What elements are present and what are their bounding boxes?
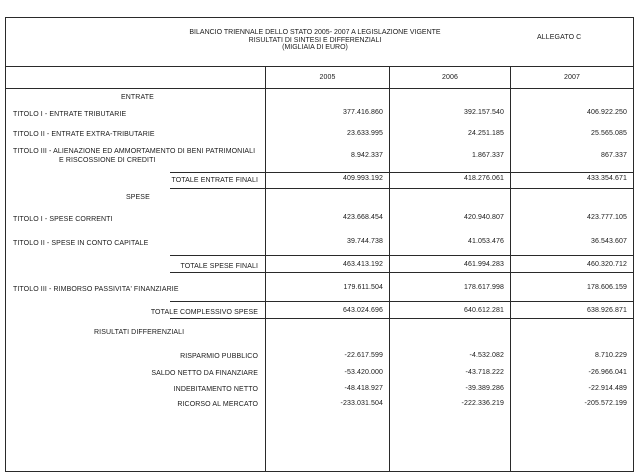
- value-2007: 36.543.607: [590, 238, 627, 245]
- value-2006: 392.157.540: [463, 109, 504, 116]
- value-2005: 179.611.504: [343, 284, 383, 291]
- table-border-bottom: [5, 471, 634, 472]
- value-2006: 24.251.185: [467, 130, 504, 137]
- separator-totale-complessivo-bottom: [170, 318, 634, 319]
- column-header-2005: 2005: [319, 74, 336, 81]
- row-label: TITOLO II - SPESE IN CONTO CAPITALE: [13, 240, 149, 247]
- value-2005: 8.942.337: [350, 152, 383, 159]
- col-divider-label: [265, 66, 266, 472]
- value-2007: -205.572.199: [584, 400, 627, 407]
- separator-totale-entrate: [170, 172, 634, 173]
- value-2007: 433.354.671: [586, 175, 627, 182]
- row-label: RISPARMIO PUBBLICO: [180, 353, 258, 360]
- section-spese: SPESE: [126, 194, 150, 201]
- separator-totale-spese: [170, 255, 634, 256]
- separator-totale-complessivo: [170, 301, 634, 302]
- value-2006: -43.718.222: [465, 369, 504, 376]
- title-line-3: (MIGLIAIA DI EURO): [282, 44, 348, 51]
- section-risultati: RISULTATI DIFFERENZIALI: [94, 329, 185, 336]
- year-row-separator: [5, 88, 634, 89]
- value-2006: 640.612.281: [463, 307, 504, 314]
- value-2005: -53.420.000: [344, 369, 383, 376]
- col-divider-2005: [389, 66, 390, 472]
- value-2007: 406.922.250: [586, 109, 627, 116]
- row-label: TITOLO III - RIMBORSO PASSIVITA' FINANZIARIE: [13, 286, 179, 293]
- value-2005: -22.617.599: [344, 352, 383, 359]
- row-label: TITOLO I - ENTRATE TRIBUTARIE: [13, 111, 127, 118]
- value-2007: -26.966.041: [588, 369, 627, 376]
- table-border-top: [5, 17, 634, 18]
- value-2007: 638.926.871: [586, 307, 627, 314]
- value-2006: -222.336.219: [461, 400, 504, 407]
- value-2007: 867.337: [600, 152, 627, 159]
- row-label: SALDO NETTO DA FINANZIARE: [151, 370, 258, 377]
- table-border-left: [5, 17, 6, 472]
- value-2005: 39.744.738: [346, 238, 383, 245]
- row-label: TITOLO III - ALIENAZIONE ED AMMORTAMENTO DI BENI PATRIMONIALI: [13, 148, 256, 155]
- separator-totale-entrate-bottom: [170, 188, 634, 189]
- value-2005: -233.031.504: [340, 400, 383, 407]
- value-2007: -22.914.489: [588, 385, 627, 392]
- column-header-2007: 2007: [564, 74, 580, 81]
- value-2006: 418.276.061: [463, 175, 504, 182]
- row-label: TOTALE ENTRATE FINALI: [171, 177, 258, 184]
- value-2006: 41.053.476: [467, 238, 504, 245]
- value-2005: 643.024.696: [342, 307, 383, 314]
- value-2005: 463.413.192: [342, 261, 383, 268]
- value-2005: 377.416.860: [342, 109, 383, 116]
- allegato-label: ALLEGATO C: [537, 34, 582, 41]
- col-divider-2006: [510, 66, 511, 472]
- value-2005: 423.668.454: [342, 214, 383, 221]
- column-header-2006: 2006: [442, 74, 458, 81]
- section-entrate: ENTRATE: [121, 94, 154, 101]
- row-label: TITOLO I - SPESE CORRENTI: [13, 216, 113, 223]
- value-2006: -39.389.286: [465, 385, 504, 392]
- value-2007: 25.565.085: [590, 130, 627, 137]
- value-2007: 460.320.712: [586, 261, 627, 268]
- value-2005: 23.633.995: [346, 130, 383, 137]
- row-label: TOTALE SPESE FINALI: [180, 263, 258, 270]
- row-label-continued: E RISCOSSIONE DI CREDITI: [59, 157, 156, 164]
- value-2007: 423.777.105: [586, 214, 627, 221]
- value-2005: -48.418.927: [344, 385, 383, 392]
- value-2007: 178.606.159: [586, 284, 627, 291]
- value-2006: 461.994.283: [463, 261, 504, 268]
- value-2007: 8.710.229: [594, 352, 627, 359]
- separator-totale-spese-bottom: [170, 272, 634, 273]
- row-label: TOTALE COMPLESSIVO SPESE: [150, 309, 258, 316]
- title-line-1: BILANCIO TRIENNALE DELLO STATO 2005- 2007 A LEGISLAZIONE VIGENTE: [189, 29, 441, 36]
- document-title: [165, 29, 465, 52]
- value-2006: 178.617.998: [463, 284, 504, 291]
- header-separator: [5, 66, 634, 67]
- value-2006: 1.867.337: [471, 152, 504, 159]
- title-line-2: RISULTATI DI SINTESI E DIFFERENZIALI: [248, 36, 382, 44]
- value-2006: 420.940.807: [463, 214, 504, 221]
- table-border-right: [633, 17, 634, 472]
- row-label: INDEBITAMENTO NETTO: [173, 386, 258, 393]
- value-2006: -4.532.082: [469, 352, 504, 359]
- row-label: TITOLO II - ENTRATE EXTRA-TRIBUTARIE: [13, 131, 155, 138]
- row-label: RICORSO AL MERCATO: [177, 401, 258, 408]
- value-2005: 409.993.192: [342, 175, 383, 182]
